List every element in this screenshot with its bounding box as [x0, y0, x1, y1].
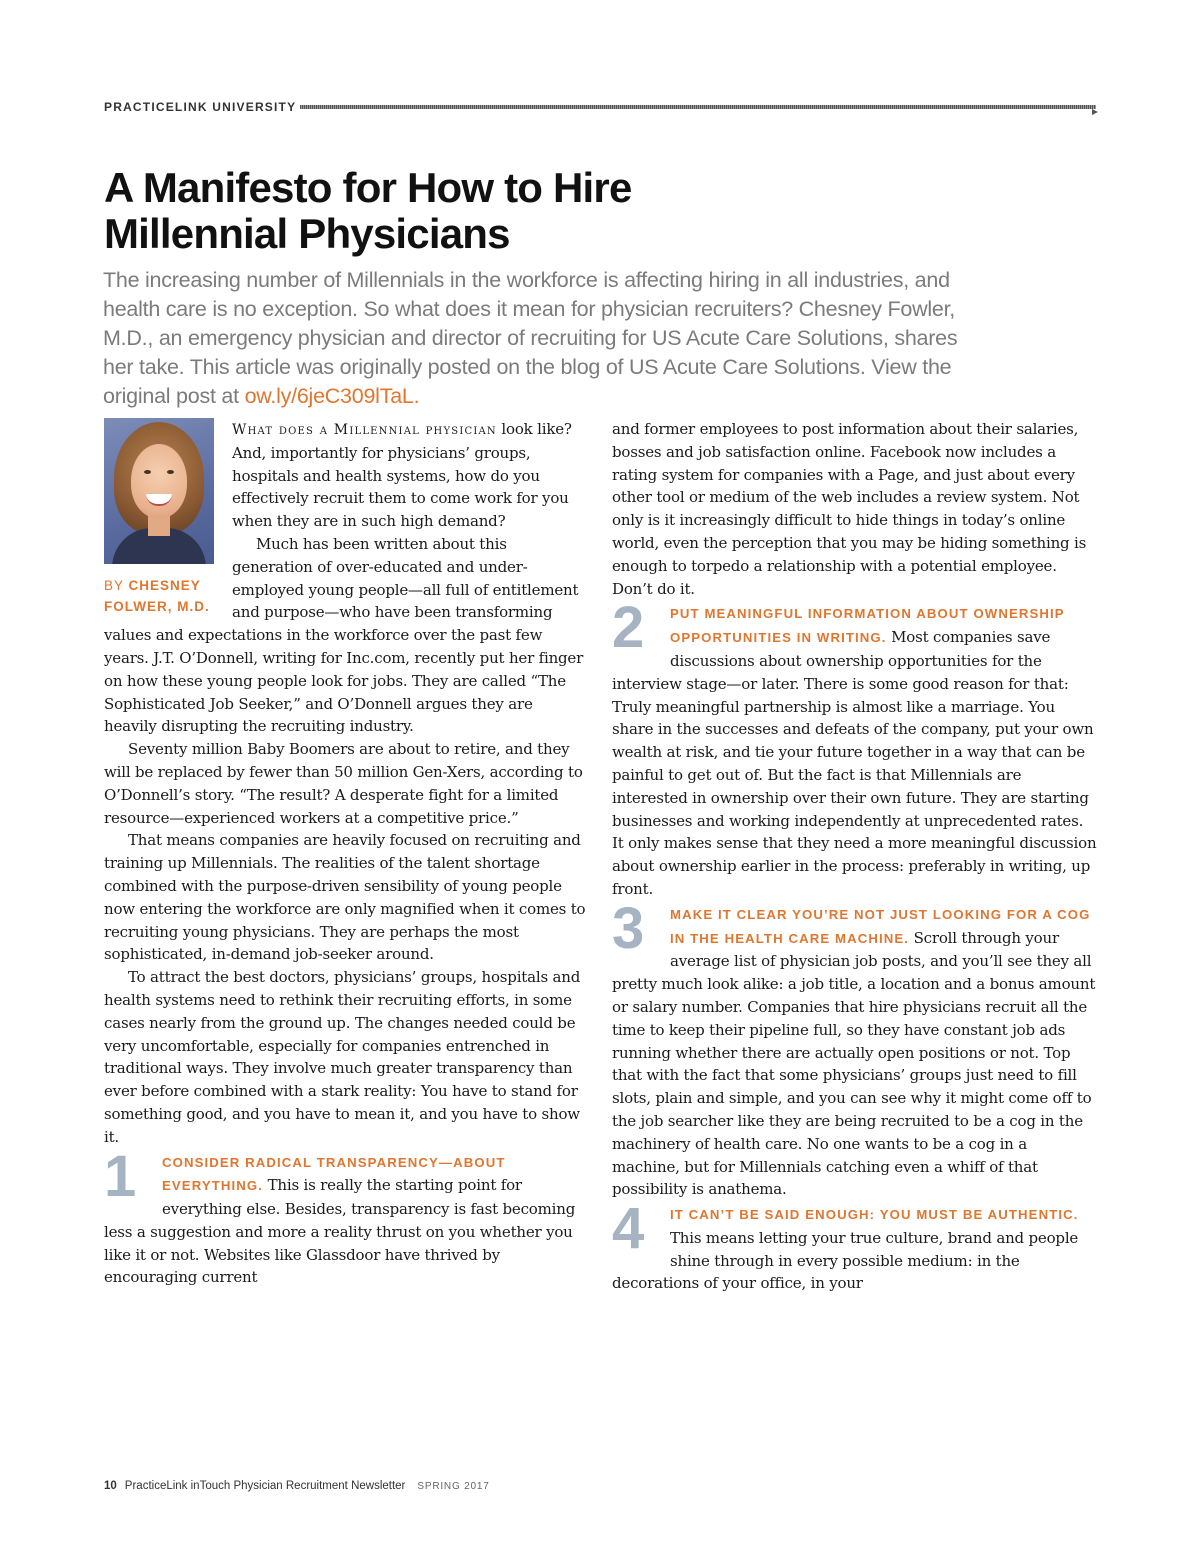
issue-season: SPRING 2017	[417, 1481, 490, 1492]
deck-text: The increasing number of Millennials in the workforce is affecting hiring in all industries, and health care is no exception. So what does it mean for physician recruiters? Chesney Fowler, M.D., an emergency physician and director of recruiting for US Acute Care Solutions, shares her take. This article was originally posted on the blog of US Acute Care Solutions. View the original post at	[103, 268, 958, 408]
section-body: Most companies save discussions about ownership opportunities for the interview stage—or later. There is some good reason for that: Truly meaningful partnership is almost like a marriage. You share in the successes and defeats of the company, put your own wealth at risk, and tie your future together in a way that can be painful to get out of. But the fact is that Millennials are interested in ownership over their own future. They are starting businesses and working independently at unprecedented rates. It only makes sense that they need a more meaningful discussion about ownership earlier in the process: preferably in writing, up front.	[612, 628, 1097, 898]
section-rule	[300, 105, 1096, 109]
deck-link[interactable]: ow.ly/6jeC309lTaL.	[244, 384, 420, 408]
numbered-section-4	[612, 1196, 1098, 1295]
page-number: 10	[104, 1480, 117, 1492]
rule-arrow-icon	[1092, 109, 1098, 115]
intro-text: look like? And, importantly for physicians’ groups, hospitals and health systems, how do you effectively recruit them to come work for you when they are in such high demand?	[232, 420, 572, 531]
numbered-section-3	[612, 895, 1098, 1201]
lead-in: What does a Millennial physician	[232, 422, 497, 438]
paragraph-continued: and former employees to post information about their salaries, bosses and job satisfaction online. Facebook now includes a rating system for companies with a Page, and just about every other tool or medium of the web includes a review system. Not only is it increasingly difficult to hide things in today’s online world, even the perception that you may be hiding something is enough to torpedo a relationship with a potential employee. Don’t do it.	[612, 420, 1087, 598]
numbered-section-1	[104, 1143, 588, 1290]
section-number: 1	[104, 1143, 137, 1209]
section-number: 3	[612, 895, 645, 961]
section-subhead: IT CAN’T BE SAID ENOUGH: YOU MUST BE AUTHENTIC.	[670, 1207, 1079, 1223]
article-deck	[103, 266, 983, 411]
section-label: PRACTICELINK UNIVERSITY	[104, 100, 297, 114]
title-line-1: A Manifesto for How to Hire	[104, 164, 632, 211]
paragraph: Seventy million Baby Boomers are about to retire, and they will be replaced by fewer than 50 million Gen-Xers, according to O’Donnell’s story. “The result? A desperate fight for a limited resource—experienced workers at a competitive price.”	[104, 740, 583, 827]
section-body: This is really the starting point for everything else. Besides, transparency is fast becoming less a suggestion and more a reality thrust on you whether you like it or not. Websites like Glassdoor have thrived by encouraging current	[104, 1176, 576, 1287]
section-subhead: MAKE IT CLEAR YOU’RE NOT JUST LOOKING FOR A COG IN THE HEALTH CARE MACHINE.	[670, 906, 1091, 946]
numbered-section-2	[612, 595, 1098, 900]
byline	[104, 575, 232, 617]
publication-name: PracticeLink inTouch Physician Recruitment Newsletter	[124, 1480, 406, 1492]
right-column	[612, 418, 1098, 1295]
article-title	[104, 165, 1004, 257]
section-number: 2	[612, 595, 645, 661]
left-column	[104, 418, 588, 1289]
byline-name-last: FOLWER, M.D.	[104, 599, 210, 614]
paragraph: Much has been written about this generation of over-educated and under-employed young people—all full of entitlement and purpose—who have been transforming values and expectations in the workforce over the past few years. J.T. O’Donnell, writing for Inc.com, recently put her finger on how these young people look for jobs. They are called “The Sophisticated Job Seeker,” and O’Donnell argues they are heavily disrupting the recruiting industry.	[104, 534, 584, 736]
section-number: 4	[612, 1196, 645, 1262]
byline-by: BY	[104, 578, 129, 593]
section-subhead: CONSIDER RADICAL TRANSPARENCY—ABOUT EVERYTHING.	[162, 1154, 506, 1194]
author-block	[104, 418, 232, 612]
author-photo	[104, 418, 214, 564]
paragraph: That means companies are heavily focused on recruiting and training up Millennials. The realities of the talent shortage combined with the purpose-driven sensibility of young people now entering the workforce are only magnified when it comes to recruiting young physicians. They are perhaps the most sophisticated, in-demand job-seeker around.	[104, 831, 586, 964]
section-body: This means letting your true culture, brand and people shine through in every possible medium: in the decorations of your office, in your	[612, 1228, 1079, 1293]
byline-name-first: CHESNEY	[128, 578, 201, 593]
title-line-2: Millennial Physicians	[104, 210, 510, 257]
paragraph: To attract the best doctors, physicians’ groups, hospitals and health systems need to rethink their recruiting efforts, in some cases nearly from the ground up. The changes needed could be very uncomfortable, especially for companies entrenched in traditional ways. They involve much greater transparency than ever before combined with a stark reality: You have to stand for something good, and you have to mean it, and you have to show it.	[104, 968, 581, 1146]
section-header	[104, 100, 1098, 118]
page-footer	[104, 1480, 490, 1492]
section-subhead: PUT MEANINGFUL INFORMATION ABOUT OWNERSHIP OPPORTUNITIES IN WRITING.	[670, 606, 1065, 646]
section-body: Scroll through your average list of physician job posts, and you’ll see they all pretty much look alike: a job title, a location and a bonus amount or salary number. Companies that hire physicians recruit all the time to keep their pipeline full, so they have constant job ads running whether there are actually open positions or not. Top that with the fact that some physicians’ groups just need to fill slots, plain and simple, and you can see why it might come off to the job searcher like they are being recruited to be a cog in the machinery of health care. No one wants to be a cog in a machine, but for Millennials catching even a whiff of that possibility is anathema.	[612, 928, 1096, 1199]
